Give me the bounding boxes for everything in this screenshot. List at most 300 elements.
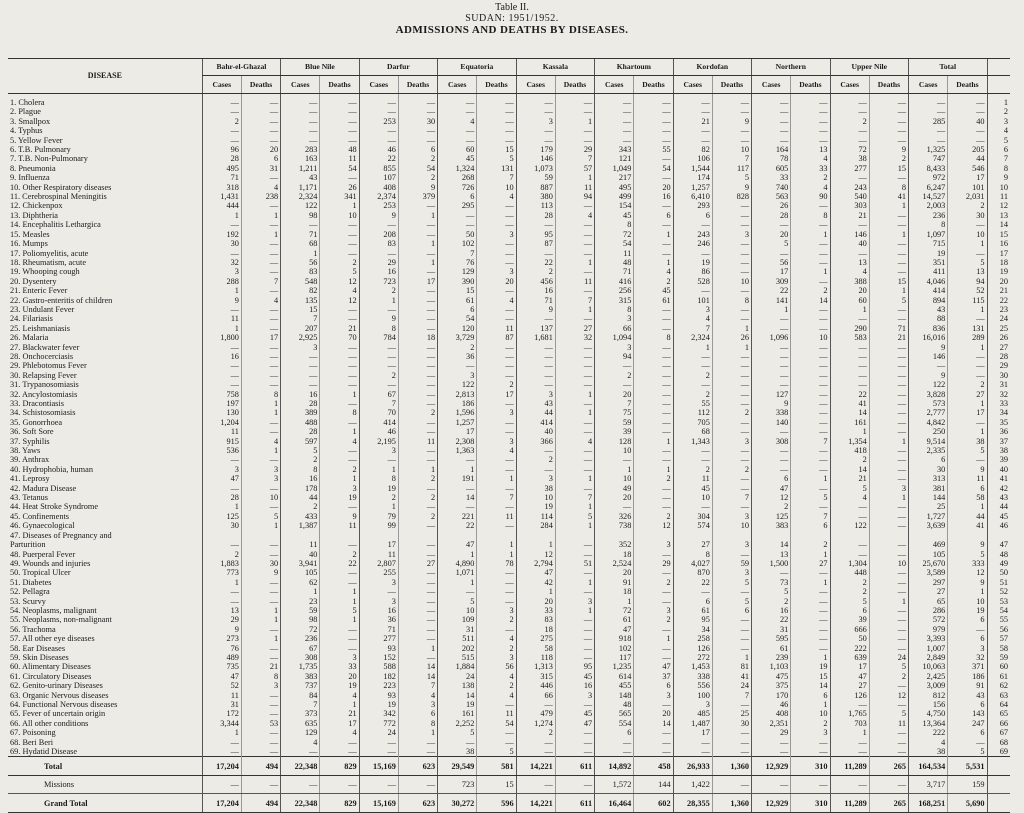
deaths-cell: — bbox=[869, 107, 908, 116]
deaths-cell: — bbox=[791, 220, 830, 229]
table-row bbox=[8, 314, 1010, 323]
deaths-cell: — bbox=[634, 361, 673, 370]
row-number: 8. bbox=[10, 163, 17, 173]
disease-cell bbox=[8, 446, 202, 455]
deaths-cell: — bbox=[634, 502, 673, 511]
deaths-cell: 11 bbox=[320, 154, 359, 163]
cases-cell: 112 bbox=[673, 408, 712, 417]
admissions-deaths-table bbox=[8, 58, 1010, 813]
deaths-cell: — bbox=[477, 201, 516, 210]
cases-cell: 9 bbox=[752, 399, 791, 408]
deaths-cell: — bbox=[320, 343, 359, 352]
deaths-cell: — bbox=[555, 550, 594, 559]
cases-cell: 72 bbox=[595, 606, 634, 615]
disease-name: Onchocerciasis bbox=[22, 351, 74, 361]
cases-cell: 11 bbox=[359, 550, 398, 559]
cases-cell: 65 bbox=[909, 597, 948, 606]
deaths-cell: — bbox=[634, 427, 673, 436]
cases-cell: 10 bbox=[516, 493, 555, 502]
disease-cell bbox=[8, 390, 202, 399]
cases-cell: 161 bbox=[438, 709, 477, 718]
deaths-cell: 55 bbox=[634, 145, 673, 154]
deaths-cell: 2 bbox=[948, 380, 987, 389]
cases-cell: 114 bbox=[516, 512, 555, 521]
cases-cell bbox=[516, 531, 555, 540]
cases-cell: 170 bbox=[752, 691, 791, 700]
deaths-cell: 26 bbox=[320, 183, 359, 192]
cases-cell: 161 bbox=[830, 418, 869, 427]
cases-cell: 12 bbox=[752, 493, 791, 502]
disease-cell bbox=[8, 484, 202, 493]
disease-cell bbox=[8, 361, 202, 370]
cases-cell: 548 bbox=[281, 277, 320, 286]
deaths-cell: — bbox=[869, 418, 908, 427]
cases-subheader: Cases bbox=[752, 76, 791, 94]
cases-cell: — bbox=[909, 126, 948, 135]
row-index: 53 bbox=[987, 597, 1010, 606]
row-number: 17. bbox=[10, 248, 21, 258]
cases-cell: 38 bbox=[438, 747, 477, 757]
deaths-cell: 1 bbox=[791, 230, 830, 239]
row-number: 38. bbox=[10, 446, 21, 456]
cases-cell: — bbox=[281, 380, 320, 389]
cases-cell: 9 bbox=[202, 625, 241, 634]
cases-cell: — bbox=[830, 343, 869, 352]
cases-cell: — bbox=[281, 136, 320, 145]
deaths-cell: — bbox=[791, 258, 830, 267]
row-index: 19 bbox=[987, 267, 1010, 276]
cases-cell: 277 bbox=[830, 164, 869, 173]
disease-name: Syphilis bbox=[22, 436, 50, 446]
cases-cell: 117 bbox=[595, 653, 634, 662]
disease-name: Leishmaniasis bbox=[22, 323, 70, 333]
cases-cell: 30 bbox=[909, 465, 948, 474]
cases-cell: 146 bbox=[516, 154, 555, 163]
row-index: 37 bbox=[987, 437, 1010, 446]
cases-cell: 67 bbox=[281, 644, 320, 653]
province-header: Northern bbox=[752, 59, 830, 76]
deaths-cell: — bbox=[241, 126, 280, 135]
deaths-cell: — bbox=[869, 606, 908, 615]
cases-cell: 1,325 bbox=[909, 145, 948, 154]
cases-cell: 1,572 bbox=[595, 776, 634, 794]
deaths-cell: 5,531 bbox=[948, 757, 987, 776]
row-number: 31. bbox=[10, 380, 21, 390]
deaths-cell: — bbox=[398, 399, 437, 408]
row-number: 56. bbox=[10, 624, 21, 634]
cases-cell bbox=[438, 531, 477, 540]
cases-cell: 126 bbox=[673, 644, 712, 653]
deaths-cell: — bbox=[320, 455, 359, 464]
disease-name: Diseases of Pregnancy and bbox=[22, 530, 112, 540]
cases-cell: 13 bbox=[202, 606, 241, 615]
deaths-cell: — bbox=[712, 455, 751, 464]
deaths-cell: 1 bbox=[398, 644, 437, 653]
cases-cell: 94 bbox=[595, 352, 634, 361]
cases-cell: 1,431 bbox=[202, 192, 241, 201]
row-index: 68 bbox=[987, 738, 1010, 747]
cases-cell: 16 bbox=[281, 474, 320, 483]
deaths-cell: — bbox=[477, 597, 516, 606]
row-index: 50 bbox=[987, 568, 1010, 577]
cases-cell: 4,046 bbox=[909, 277, 948, 286]
cases-cell: — bbox=[830, 371, 869, 380]
cases-cell: 3 bbox=[438, 371, 477, 380]
cases-cell: 72 bbox=[281, 625, 320, 634]
cases-cell: 38 bbox=[830, 154, 869, 163]
deaths-cell: — bbox=[791, 249, 830, 258]
cases-cell: 9 bbox=[909, 371, 948, 380]
deaths-cell: 18 bbox=[398, 333, 437, 342]
cases-cell: 59 bbox=[281, 606, 320, 615]
deaths-cell: 1,360 bbox=[712, 757, 751, 776]
deaths-cell: — bbox=[712, 738, 751, 747]
cases-cell: 380 bbox=[516, 192, 555, 201]
deaths-cell: 1 bbox=[634, 258, 673, 267]
deaths-cell: 24 bbox=[869, 653, 908, 662]
deaths-cell: 9 bbox=[712, 117, 751, 126]
deaths-cell: 159 bbox=[948, 776, 987, 794]
cases-cell: — bbox=[752, 249, 791, 258]
cases-cell: 737 bbox=[281, 681, 320, 690]
deaths-cell: 115 bbox=[948, 296, 987, 305]
cases-cell: 456 bbox=[516, 277, 555, 286]
deaths-cell: — bbox=[791, 455, 830, 464]
cases-cell: 772 bbox=[359, 719, 398, 728]
deaths-cell: 10 bbox=[948, 230, 987, 239]
cases-cell: — bbox=[202, 220, 241, 229]
cases-cell: 3,828 bbox=[909, 390, 948, 399]
cases-cell: 5 bbox=[438, 728, 477, 737]
deaths-cell: — bbox=[791, 136, 830, 145]
table-row bbox=[8, 324, 1010, 333]
deaths-cell: 4 bbox=[241, 437, 280, 446]
deaths-cell: 27 bbox=[555, 324, 594, 333]
cases-cell: 1,235 bbox=[595, 662, 634, 671]
cases-cell: 389 bbox=[281, 408, 320, 417]
cases-cell: 1,544 bbox=[673, 164, 712, 173]
deaths-cell bbox=[320, 531, 359, 540]
deaths-cell: 54 bbox=[398, 164, 437, 173]
cases-cell: 40 bbox=[830, 239, 869, 248]
cases-cell: 6 bbox=[438, 192, 477, 201]
cases-cell: — bbox=[202, 107, 241, 116]
deaths-cell: — bbox=[712, 418, 751, 427]
row-number: 9. bbox=[10, 173, 17, 183]
cases-cell: 82 bbox=[281, 286, 320, 295]
deaths-cell: 20 bbox=[634, 183, 673, 192]
deaths-cell: 4 bbox=[477, 672, 516, 681]
cases-cell: — bbox=[438, 126, 477, 135]
deaths-cell: — bbox=[555, 239, 594, 248]
cases-cell: 24 bbox=[359, 728, 398, 737]
cases-cell: 84 bbox=[281, 691, 320, 700]
deaths-cell: — bbox=[712, 728, 751, 737]
deaths-cell: 5 bbox=[712, 597, 751, 606]
deaths-cell: 1 bbox=[869, 230, 908, 239]
cases-cell: — bbox=[673, 286, 712, 295]
disease-cell bbox=[8, 249, 202, 258]
deaths-cell: — bbox=[791, 352, 830, 361]
cases-cell: 17 bbox=[752, 267, 791, 276]
cases-cell: 32 bbox=[202, 258, 241, 267]
cases-cell: 614 bbox=[595, 672, 634, 681]
cases-cell: 4,027 bbox=[673, 559, 712, 568]
deaths-cell: — bbox=[241, 578, 280, 587]
cases-cell: 6 bbox=[909, 455, 948, 464]
deaths-cell: 10 bbox=[712, 521, 751, 530]
deaths-cell: 1 bbox=[634, 465, 673, 474]
deaths-cell: 4 bbox=[791, 154, 830, 163]
cases-cell: 39 bbox=[595, 427, 634, 436]
row-number: 37. bbox=[10, 436, 21, 446]
row-number: 59. bbox=[10, 652, 21, 662]
cases-cell: — bbox=[202, 380, 241, 389]
deaths-cell: — bbox=[869, 343, 908, 352]
cases-cell: 66 bbox=[595, 324, 634, 333]
disease-cell bbox=[8, 333, 202, 342]
row-index: 54 bbox=[987, 606, 1010, 615]
disease-cell bbox=[8, 672, 202, 681]
cases-cell: — bbox=[438, 502, 477, 511]
deaths-cell: — bbox=[712, 380, 751, 389]
cases-cell: 747 bbox=[909, 154, 948, 163]
cases-cell: 2 bbox=[516, 267, 555, 276]
table-row bbox=[8, 700, 1010, 709]
cases-cell: 6 bbox=[438, 305, 477, 314]
disease-cell bbox=[8, 653, 202, 662]
row-index: 33 bbox=[987, 399, 1010, 408]
cases-cell: — bbox=[202, 738, 241, 747]
row-number: 5. bbox=[10, 135, 17, 145]
disease-cell bbox=[8, 700, 202, 709]
deaths-cell: — bbox=[634, 418, 673, 427]
deaths-cell: 3 bbox=[241, 465, 280, 474]
deaths-cell: — bbox=[398, 455, 437, 464]
cases-cell: 3 bbox=[516, 117, 555, 126]
deaths-cell: 1 bbox=[555, 578, 594, 587]
deaths-cell: — bbox=[712, 615, 751, 624]
cases-cell: 7 bbox=[673, 324, 712, 333]
table-row bbox=[8, 201, 1010, 210]
deaths-cell: — bbox=[477, 700, 516, 709]
deaths-cell: 12 bbox=[320, 277, 359, 286]
deaths-cell: 27 bbox=[398, 559, 437, 568]
table-row bbox=[8, 352, 1010, 361]
cases-cell: 295 bbox=[438, 201, 477, 210]
deaths-cell: — bbox=[712, 258, 751, 267]
deaths-cell: — bbox=[712, 587, 751, 596]
deaths-cell: 4 bbox=[477, 296, 516, 305]
cases-cell: 11 bbox=[673, 474, 712, 483]
cases-cell: — bbox=[830, 173, 869, 182]
deaths-cell: — bbox=[241, 644, 280, 653]
deaths-cell: — bbox=[555, 399, 594, 408]
cases-cell: 78 bbox=[752, 154, 791, 163]
row-number: 23. bbox=[10, 304, 21, 314]
cases-cell: 475 bbox=[752, 672, 791, 681]
cases-cell: 855 bbox=[359, 164, 398, 173]
deaths-cell: — bbox=[398, 220, 437, 229]
deaths-cell: 4 bbox=[241, 296, 280, 305]
disease-name: Diabetes bbox=[22, 577, 52, 587]
deaths-cell bbox=[869, 531, 908, 540]
deaths-cell: 3 bbox=[320, 484, 359, 493]
cases-cell: 563 bbox=[752, 192, 791, 201]
cases-cell: 14 bbox=[752, 540, 791, 549]
row-index: 26 bbox=[987, 333, 1010, 342]
cases-cell: — bbox=[516, 747, 555, 757]
deaths-cell: 10 bbox=[869, 559, 908, 568]
cases-cell: 93 bbox=[359, 691, 398, 700]
deaths-cell: 10 bbox=[320, 211, 359, 220]
deaths-cell: 15 bbox=[477, 776, 516, 794]
table-row bbox=[8, 371, 1010, 380]
cases-cell: 3 bbox=[281, 343, 320, 352]
deaths-cell: 1 bbox=[869, 437, 908, 446]
cases-cell: — bbox=[673, 107, 712, 116]
cases-cell: 87 bbox=[516, 239, 555, 248]
cases-cell: 179 bbox=[516, 145, 555, 154]
cases-cell: 338 bbox=[673, 672, 712, 681]
deaths-cell: — bbox=[241, 249, 280, 258]
deaths-cell: — bbox=[477, 484, 516, 493]
cases-cell: 22 bbox=[438, 521, 477, 530]
deaths-cell: — bbox=[791, 277, 830, 286]
deaths-cell: 602 bbox=[634, 794, 673, 813]
deaths-cell: — bbox=[477, 361, 516, 370]
deaths-cell: — bbox=[555, 126, 594, 135]
cases-cell: 128 bbox=[595, 437, 634, 446]
deaths-cell: 3 bbox=[398, 700, 437, 709]
table-row bbox=[8, 117, 1010, 126]
disease-name: Measles bbox=[22, 229, 50, 239]
cases-cell: 1,096 bbox=[752, 333, 791, 342]
cases-cell: 3,941 bbox=[281, 559, 320, 568]
cases-cell: 887 bbox=[516, 183, 555, 192]
deaths-cell: 1 bbox=[948, 343, 987, 352]
deaths-cell: — bbox=[477, 343, 516, 352]
cases-cell: 1 bbox=[830, 305, 869, 314]
deaths-cell: — bbox=[477, 465, 516, 474]
cases-cell: 408 bbox=[359, 183, 398, 192]
cases-cell: 2 bbox=[830, 117, 869, 126]
cases-cell: 2,374 bbox=[359, 192, 398, 201]
deaths-cell: 6 bbox=[948, 615, 987, 624]
cases-cell bbox=[595, 531, 634, 540]
deaths-cell: — bbox=[791, 305, 830, 314]
disease-name: Scurvy bbox=[22, 596, 46, 606]
cases-cell: 13 bbox=[830, 258, 869, 267]
deaths-cell: — bbox=[398, 230, 437, 239]
deaths-cell: — bbox=[555, 644, 594, 653]
disease-cell bbox=[8, 408, 202, 417]
disease-name: Phlebotomus Fever bbox=[22, 361, 87, 371]
disease-cell bbox=[8, 437, 202, 446]
cases-cell: — bbox=[438, 455, 477, 464]
cases-cell: 6 bbox=[595, 728, 634, 737]
deaths-cell: — bbox=[948, 94, 987, 108]
province-header: Khartoum bbox=[595, 59, 674, 76]
row-number: 67. bbox=[10, 728, 21, 738]
deaths-cell: 623 bbox=[398, 794, 437, 813]
row-number: 55. bbox=[10, 615, 21, 625]
cases-cell: 146 bbox=[830, 230, 869, 239]
cases-cell: 726 bbox=[438, 183, 477, 192]
cases-cell: 14 bbox=[830, 465, 869, 474]
deaths-cell: 17 bbox=[241, 333, 280, 342]
deaths-cell: — bbox=[869, 728, 908, 737]
cases-cell: 3 bbox=[202, 465, 241, 474]
cases-cell: 141 bbox=[752, 296, 791, 305]
cases-cell: 342 bbox=[359, 709, 398, 718]
disease-cell bbox=[8, 493, 202, 502]
cases-cell: 83 bbox=[359, 239, 398, 248]
deaths-cell: 41 bbox=[869, 192, 908, 201]
table-row bbox=[8, 615, 1010, 624]
cases-cell: 595 bbox=[752, 634, 791, 643]
cases-cell: — bbox=[673, 136, 712, 145]
cases-cell: 338 bbox=[752, 408, 791, 417]
table-row bbox=[8, 625, 1010, 634]
row-index: 57 bbox=[987, 634, 1010, 643]
cases-cell: 19 bbox=[438, 700, 477, 709]
table-row bbox=[8, 437, 1010, 446]
cases-cell: 55 bbox=[673, 399, 712, 408]
deaths-cell: — bbox=[791, 625, 830, 634]
row-number: 66. bbox=[10, 718, 21, 728]
deaths-cell: — bbox=[712, 371, 751, 380]
cases-cell: 2 bbox=[516, 455, 555, 464]
cases-cell: 105 bbox=[281, 568, 320, 577]
cases-cell: 318 bbox=[202, 183, 241, 192]
disease-name: Soft Sore bbox=[22, 427, 54, 437]
cases-cell: 48 bbox=[595, 258, 634, 267]
cases-cell: 15,169 bbox=[359, 794, 398, 813]
deaths-cell: — bbox=[555, 728, 594, 737]
row-number: 42. bbox=[10, 483, 21, 493]
deaths-cell: 12 bbox=[320, 296, 359, 305]
row-index: 22 bbox=[987, 296, 1010, 305]
deaths-cell: 3 bbox=[712, 230, 751, 239]
cases-cell: 253 bbox=[359, 201, 398, 210]
deaths-subheader: Deaths bbox=[398, 76, 437, 94]
row-index: 60 bbox=[987, 662, 1010, 671]
row-index: 51 bbox=[987, 578, 1010, 587]
cases-cell: 703 bbox=[830, 719, 869, 728]
cases-cell: 28 bbox=[281, 427, 320, 436]
deaths-cell: 2,031 bbox=[948, 192, 987, 201]
cases-cell: 2 bbox=[359, 493, 398, 502]
total-label: Total bbox=[8, 757, 202, 776]
deaths-cell: 81 bbox=[712, 662, 751, 671]
deaths-cell: — bbox=[241, 550, 280, 559]
cases-cell: 102 bbox=[595, 644, 634, 653]
cases-cell: 3,009 bbox=[909, 681, 948, 690]
deaths-cell: 1 bbox=[320, 597, 359, 606]
cases-cell: 59 bbox=[595, 418, 634, 427]
deaths-cell: — bbox=[555, 653, 594, 662]
cases-cell: — bbox=[281, 371, 320, 380]
deaths-cell: 94 bbox=[948, 277, 987, 286]
disease-name: Gastro-enteritis of children bbox=[22, 295, 113, 305]
cases-cell: — bbox=[830, 126, 869, 135]
cases-cell: 15 bbox=[438, 286, 477, 295]
cases-cell: 1 bbox=[438, 578, 477, 587]
deaths-cell: 8 bbox=[241, 390, 280, 399]
deaths-cell: 10 bbox=[791, 333, 830, 342]
deaths-cell: 2 bbox=[634, 578, 673, 587]
